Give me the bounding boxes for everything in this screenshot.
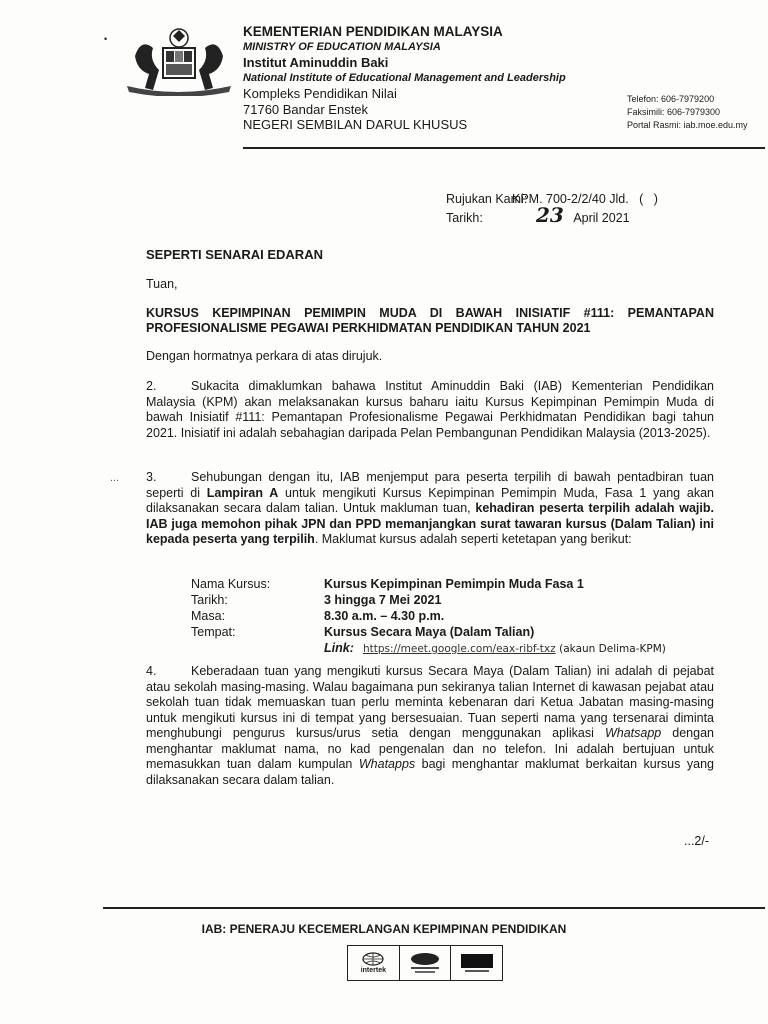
margin-dots: ... <box>110 472 120 484</box>
footer-divider <box>103 907 765 909</box>
whatapps-group-name: Whatapps <box>358 757 416 771</box>
address-line-3: NEGERI SEMBILAN DARUL KHUSUS <box>243 117 468 132</box>
course-place-value: Kursus Secara Maya (Dalam Talian) <box>324 625 535 639</box>
opening-line: Dengan hormatnya perkara di atas dirujuk. <box>146 349 383 363</box>
recipient-line: SEPERTI SENARAI EDARAN <box>146 247 323 262</box>
subject-heading: KURSUS KEPIMPINAN PEMIMPIN MUDA DI BAWAH INISIATIF #111: PEMANTAPAN PROFESIONALISME PEGAWAI PERKHIDMATAN PENDIDIKAN TAHUN 2021 <box>146 306 714 335</box>
date-day-handwritten: 23 <box>536 203 564 227</box>
next-page-indicator: ...2/- <box>684 834 710 848</box>
iso-certification-logo <box>400 946 452 980</box>
paragraph-3-text-3: . Maklumat kursus adalah seperti ketetapan yang berikut: <box>314 532 632 546</box>
account-note: (akaun Delima-KPM) <box>559 643 666 655</box>
course-time-label: Masa: <box>191 609 226 623</box>
course-date-value: 3 hingga 7 Mei 2021 <box>324 593 442 607</box>
ministry-name-ms: KEMENTERIAN PENDIDIKAN MALAYSIA <box>243 24 503 39</box>
footer-motto: IAB: PENERAJU KECEMERLANGAN KEPIMPINAN PENDIDIKAN <box>201 922 567 936</box>
fax-number: Faksimili: 606-7979300 <box>627 107 721 117</box>
attachment-reference: Lampiran A <box>206 485 279 500</box>
portal-url: Portal Rasmi: iab.moe.edu.my <box>627 120 748 130</box>
address-line-2: 71760 Bandar Enstek <box>243 101 369 117</box>
crest-logo <box>125 26 233 96</box>
course-time-value: 8.30 a.m. – 4.30 p.m. <box>324 609 445 623</box>
date-month-year: April 2021 <box>573 211 630 225</box>
salutation: Tuan, <box>146 277 178 291</box>
paragraph-4 <box>146 664 714 788</box>
institute-name-en: National Institute of Educational Management and Leadership <box>243 71 566 84</box>
date-label: Tarikh: <box>446 211 483 225</box>
course-name-value: Kursus Kepimpinan Pemimpin Muda Fasa 1 <box>324 577 584 591</box>
institute-name: Institut Aminuddin Baki <box>243 55 389 70</box>
paragraph-3-number: 3. <box>146 470 157 484</box>
mandatory-notice: kehadiran peserta terpilih adalah wajib. IAB juga memohon pihak JPN dan PPD memanjangkan surat tawaran kursus (Dalam Talian) ini kepada peserta yang terpilih <box>146 501 714 546</box>
whatsapp-app-name: Whatsapp <box>604 726 662 740</box>
course-date-label: Tarikh: <box>191 593 228 607</box>
intertek-logo <box>348 946 400 980</box>
paragraph-2-text: Sukacita dimaklumkan bahawa Institut Aminuddin Baki (IAB) Kementerian Pendidikan Malaysia (KPM) akan melaksanakan kursus baharu iaitu Kursus Kepimpinan Pemimpin Muda di bawah Inisiatif #111: Pemantapan Profesionalisme Pegawai Perkhidmatan Pendidikan bagi tahun 2021. Inisiatif ini adalah sebahagian daripada Pelan Pembangunan Pendidikan Malaysia (2013-2025). <box>146 379 714 440</box>
course-details <box>191 576 731 656</box>
reference-block <box>446 191 658 226</box>
meeting-link[interactable]: https://meet.google.com/eax-ribf-txz <box>363 643 556 655</box>
scan-mark: • <box>104 34 108 44</box>
letterhead <box>243 24 566 133</box>
paragraph-3-text-2: untuk mengikuti Kursus Kepimpinan Pemimpin Muda, Fasa 1 yang akan dilaksanakan secara dalam talian. Untuk makluman tuan, <box>146 485 714 515</box>
course-place-label: Tempat: <box>191 625 236 639</box>
paragraph-3-text-1: Sehubungan dengan itu, IAB menjemput para peserta terpilih di bawah pentadbiran tuan seperti di <box>146 470 714 500</box>
ref-value: KPM. 700-2/2/40 Jld. ( ) <box>512 192 658 206</box>
course-link-label: Link: <box>324 641 354 655</box>
course-name-label: Nama Kursus: <box>191 577 271 591</box>
accreditation-logo <box>451 946 502 980</box>
paragraph-4-text-2: dengan menghantar maklumat nama, no kad pengenalan dan no telefon. Ini adalah bertujuan untuk memasukkan tuan dalam kumpulan <box>146 726 714 771</box>
paragraph-4-text-3: bagi menghantar maklumat berkaitan kursus yang dilaksanakan secara dalam talian. <box>146 757 714 787</box>
ref-label: Rujukan Kami: <box>446 192 528 206</box>
contact-info <box>627 93 748 132</box>
header-divider <box>243 147 765 149</box>
paragraph-4-text-1: Keberadaan tuan yang mengikuti kursus Secara Maya (Dalam Talian) ini adalah di pejabat atau sekolah masing-masing. Walau bagaimana pun sekiranya talian Internet di kawasan pejabat atau sekolah tuan tidak memuaskan tuan perlu meminta kebenaran dari Ketua Jabatan masing-masing untuk mengikuti kursus ini di tempat yang bersesuaian. Tuan seperti nama yang tersenarai diminta menghubungi pengurus kursus/urus setia dengan menggunakan aplikasi <box>146 664 714 740</box>
intertek-label: intertek <box>360 966 386 974</box>
certification-logos <box>347 945 503 981</box>
address-line-1: Kompleks Pendidikan Nilai <box>243 86 397 101</box>
paragraph-4-number: 4. <box>146 664 157 678</box>
paragraph-3 <box>146 470 714 548</box>
ministry-name-en: MINISTRY OF EDUCATION MALAYSIA <box>243 40 441 53</box>
phone-number: Telefon: 606-7979200 <box>627 94 715 104</box>
paragraph-2-number: 2. <box>146 379 157 393</box>
paragraph-2 <box>146 379 714 441</box>
